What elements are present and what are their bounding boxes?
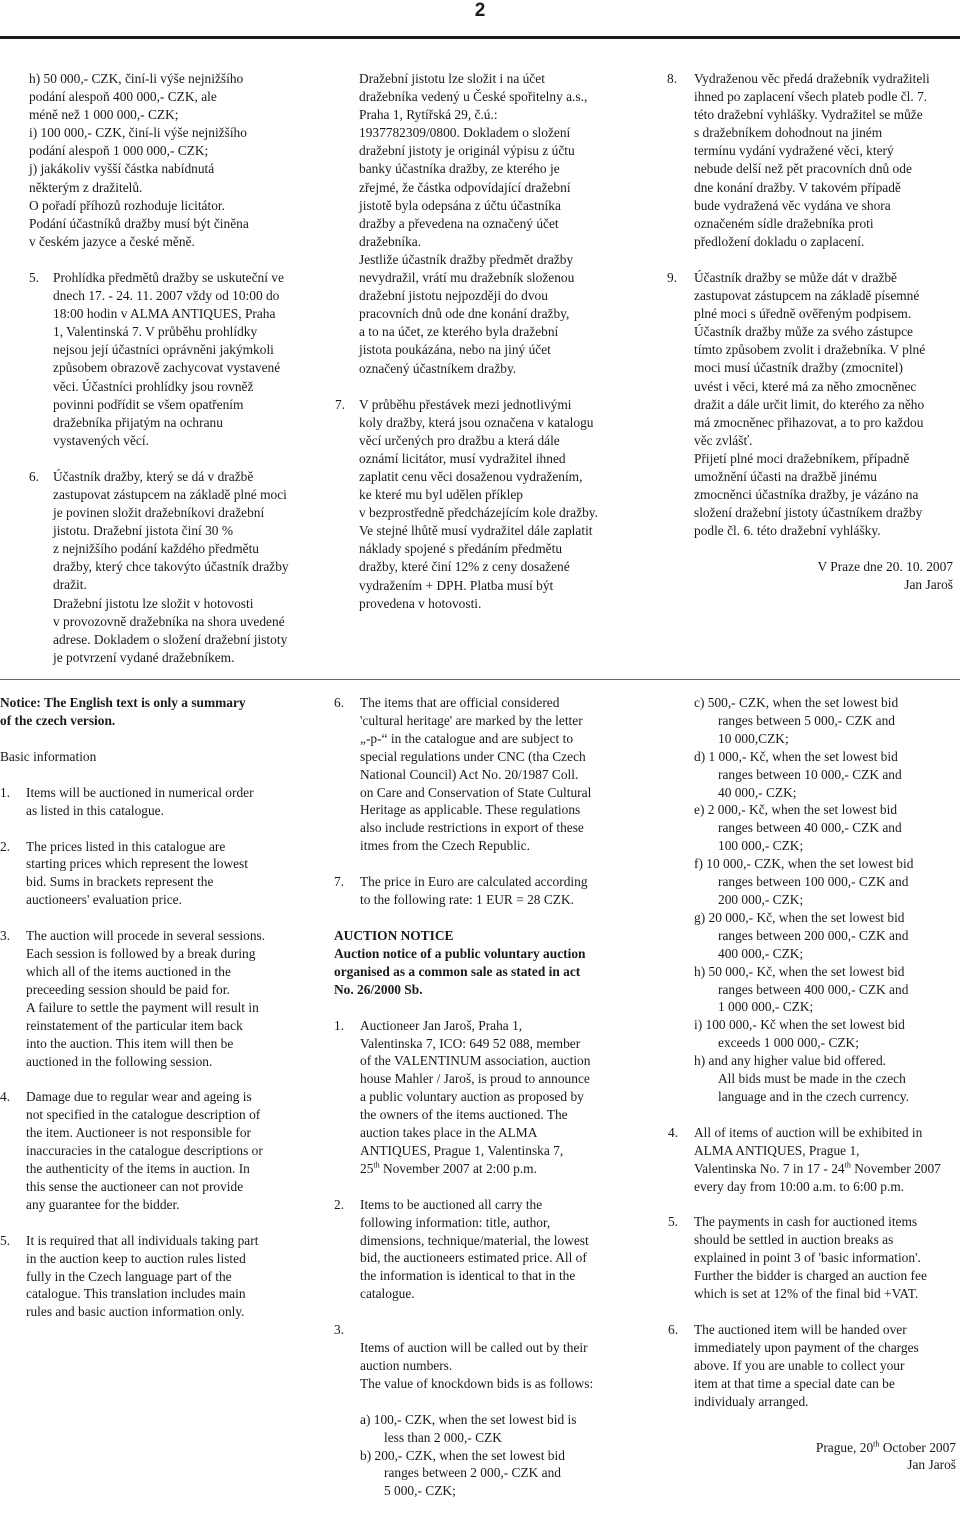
- item-text: Damage due to regular wear and ageing is not specified in the catalogue description of the item. Auctioneer is not responsible for inaccuracies in the catalogue descriptions or the authenticity of the items in auction. In this sense the auctioneer can not provide any guarantee for the bidder.: [26, 1089, 263, 1212]
- item-number: 2.: [0, 838, 11, 854]
- item-text-wrap: [360, 1321, 634, 1518]
- date-end: October 2007: [879, 1439, 956, 1455]
- ordinal-suffix: th: [873, 1439, 880, 1449]
- item-text: Items will be auctioned in numerical order as listed in this catalogue.: [26, 784, 254, 818]
- basic-info-item: [0, 1232, 300, 1322]
- item-text: Items of auction will be called out by their auction numbers. The value of knockdown bids is as follows:: [360, 1340, 594, 1391]
- czech-item-5: [29, 269, 309, 450]
- page-number: 2: [474, 0, 486, 21]
- section-divider: [0, 679, 960, 680]
- english-item-7: [334, 873, 634, 909]
- item-number: 5.: [29, 269, 40, 285]
- czech-item-6: [29, 468, 309, 667]
- bid-tier: h) 50 000,- Kč, when the set lowest bid ranges between 400 000,- CZK and 1 000 000,- CZK;: [694, 963, 909, 1015]
- item-text: The prices listed in this catalogue are starting prices which represent the lowest bid. Sums in brackets represent the auctioneers' evaluation price.: [26, 838, 248, 908]
- item-number: 1.: [334, 1017, 345, 1033]
- item-text: Účastník dražby se může dát v dražbě zastupovat zástupcem na základě písemné plné moci s úředně ověřeným podpisem. Účastník dražby může za svého zástupce tímto způsobem zvolit i dražebníka. V plné moci musí účastník dražby (zmocnitel) uvést i věci, které má za něho zmocněnec dražit a dále určit limit, do kterého za něho má zmocněnec přihazovat, a to pro každou věc zvlášť. Přijetí plné moci dražebníkem, případně umožnění účasti na dražbě jinému zmocněnci účastníka dražby, je vázáno na složení dražební jistoty účastníkem dražby podle čl. 6. této dražební vyhlášky.: [694, 269, 926, 539]
- ordinal-suffix: th: [844, 1160, 851, 1170]
- czech-item-7: [335, 396, 625, 613]
- item-text-end: November 2007 every day from 10:00 a.m. to 6:00 p.m.: [694, 1160, 941, 1194]
- item-number: 7.: [334, 874, 345, 890]
- item-text-main: All of items of auction will be exhibited in ALMA ANTIQUES, Prague 1, Valentinska No. 7 in 17 - 24: [694, 1124, 923, 1176]
- basic-info-heading: Basic information: [0, 748, 97, 764]
- czech-deposit-paragraph: Dražební jistotu lze složit i na účet dražebníka vedený u České spořitelny a.s., Praha 1, Rytířská 29, č.ú.: 1937782309/0800. Dokladem o složení dražební jistoty je originál výpisu z účtu banky účastníka dražby, ze kterého je zřejmé, že částka odpovídající dražební jistotě byla odepsána z účtu účastníka dražby a převedena na označený účet dražebníka. Jestliže účastník dražby předmět dražby nevydražil, vrátí mu dražebník složenou dražební jistotu nejpozději do dvou pracovních dnů ode dne konání dražby, a to na účet, ze kterého byla dražební jistota poukázána, nebo na jiný účet označený účastníkem dražby.: [359, 71, 588, 376]
- czech-column-2: [335, 70, 625, 613]
- item-text: The auctioned item will be handed over immediately upon payment of the charges above. If you are unable to collect your item at that time a special date can be individualy arranged.: [694, 1322, 919, 1409]
- basic-info-item: [0, 927, 300, 1070]
- bid-tier: d) 1 000,- Kč, when the set lowest bid ranges between 10 000,- CZK and 40 000,- CZK;: [694, 748, 902, 800]
- item-text: Items to be auctioned all carry the following information: title, author, dimensions, technique/material, the lowest bid, the auctioneers estimated price. All of the information is identical to that in the catalogue.: [360, 1196, 589, 1302]
- item-number: 6.: [668, 1322, 679, 1337]
- item-number: 6.: [29, 468, 40, 484]
- czech-column-3: [667, 70, 957, 595]
- bid-tier: a) 100,- CZK, when the set lowest bid is less than 2 000,- CZK: [360, 1411, 577, 1445]
- item-text: [360, 1017, 634, 1178]
- english-notice: Notice: The English text is only a summary of the czech version.: [0, 695, 246, 728]
- item-number: 9.: [667, 269, 678, 285]
- auction-notice-subtitle: Auction notice of a public voluntary auction organised as a common sale as stated in act No. 26/2000 Sb.: [334, 945, 586, 997]
- notice-item-1: [334, 1017, 634, 1178]
- item-number: 4.: [668, 1124, 679, 1140]
- english-item-6b: [668, 1321, 958, 1411]
- item-text: V průběhu přestávek mezi jednotlivými koly dražby, která jsou označena v katalogu věcí určených pro dražbu a která dále oznámí licitátor, musí vydražitel ihned zaplatit cenu věci dosaženou vydražením, ke které mu byl udělen příklep v bezprostředně předcházejícím kole dražby. Ve stejné lhůtě musí vydražitel dále zaplatit náklady spojené s předáním předmětu dražby, které činí 12% z ceny dosažené vydražením + DPH. Platba musí být provedena v hotovosti.: [359, 396, 598, 611]
- item-text-main: Auctioneer Jan Jaroš, Praha 1, Valentinska 7, ICO: 649 52 088, member of the VALENTINUM association, auction house Mahler / Jaroš, is proud to announce a public voluntary auction as proposed by the owners of the items auctioned. The auction takes place in the ALMA ANTIQUES, Prague 1, Valentinska 7, 25: [360, 1017, 591, 1176]
- czech-date: V Praze dne 20. 10. 2007: [817, 559, 953, 575]
- english-column-2: [334, 694, 634, 1518]
- english-item-4: [668, 1124, 958, 1196]
- notice-item-3: [334, 1321, 634, 1518]
- auction-notice-title: AUCTION NOTICE: [334, 927, 454, 943]
- bid-tier: g) 20 000,- Kč, when the set lowest bid ranges between 200 000,- CZK and 400 000,- CZK;: [694, 909, 909, 961]
- bid-tier: c) 500,- CZK, when the set lowest bid ranges between 5 000,- CZK and 10 000,CZK;: [694, 695, 899, 746]
- item-number: 7.: [335, 396, 346, 412]
- basic-info-item: [0, 1088, 300, 1213]
- item-text: Vydraženou věc předá dražebník vydražiteli ihned po zaplacení všech plateb podle čl. 7. této dražební vyhlášky. Vydražitel se může s dražebníkem dohodnout na jiném termínu vydání vydražené věci, který nebude delší než pět pracovních dnů ode dne konání dražby. V takovém případě bude vydražená věc vydána ve shora označeném sídle dražebníka proti předložení dokladu o zaplacení.: [694, 71, 930, 249]
- english-column-1: [0, 694, 300, 1321]
- english-column-3: [668, 694, 958, 1474]
- item-number: 5.: [668, 1214, 679, 1230]
- item-text: The items that are official considered 'cultural heritage' are marked by the letter „-p-“ in the catalogue and are subject to special regulations under CNC (tha Czech National Council) Act No. 20/1987 Coll. on Care and Conservation of State Cultural Heritage as applicable. These regulations also include restrictions in export of these itmes from the Czech Republic.: [360, 695, 592, 854]
- czech-signature: Jan Jaroš: [904, 577, 953, 593]
- basic-info-item: [0, 784, 300, 820]
- item-text: Prohlídka předmětů dražby se uskuteční ve dnech 17. - 24. 11. 2007 vždy od 10:00 do 18:00 hodin v ALMA ANTIQUES, Praha 1, Valentinská 7. V průběhu prohlídky nejsou její účastníci oprávněni jakýmkoli způsobem obrazově zachycovat vystavené věci. Účastníci prohlídky jsou rovněž povinni podřídit se všem opatřením dražebníka přijatým na ochranu vystavených věcí.: [53, 269, 284, 448]
- item-number: 6.: [334, 695, 345, 710]
- czech-item-9: [667, 269, 957, 540]
- item-number: 8.: [667, 71, 678, 86]
- notice-item-2: [334, 1196, 634, 1303]
- item-text: The auction will procede in several sessions. Each session is followed by a break during which all of the items auctioned in the preceeding session should be paid for. A failure to settle the payment will result in reinstatement of the particular item back into the auction. This item will then be auctioned in the following session.: [26, 928, 266, 1069]
- czech-item-8: [667, 70, 957, 251]
- item-number: 3.: [0, 928, 11, 944]
- bid-tier: e) 2 000,- Kč, when the set lowest bid ranges between 40 000,- CZK and 100 000,- CZK;: [694, 802, 902, 854]
- bid-tier: h) and any higher value bid offered. All bids must be made in the czech language and in the czech currency.: [694, 1053, 909, 1104]
- ordinal-suffix: th: [373, 1160, 380, 1170]
- czech-bid-list-tail: h) 50 000,- CZK, činí-li výše nejnižšího podání alespoň 400 000,- CZK, ale méně než 1 000 000,- CZK; i) 100 000,- CZK, činí-li výše nejnižšího podání alespoň 1 000 000,- CZK; j) jakákoliv vyšší částka nabídnutá některým z dražitelů. O pořadí příhozů rozhoduje licitátor. Podání účastníků dražby musí být činěna v českém jazyce a české měně.: [29, 71, 249, 249]
- english-item-6: [334, 694, 634, 855]
- date-main: Prague, 20: [815, 1439, 874, 1455]
- top-rule: [0, 36, 960, 39]
- item-number: 1.: [0, 784, 11, 800]
- bid-list: [360, 1411, 634, 1501]
- english-date: [668, 1439, 958, 1457]
- bid-tier: f) 10 000,- CZK, when the set lowest bid ranges between 100 000,- CZK and 200 000,- CZK;: [694, 856, 914, 907]
- item-number: 5.: [0, 1232, 11, 1248]
- basic-info-item: [0, 838, 300, 910]
- item-text: [694, 1124, 958, 1196]
- english-signature: Jan Jaroš: [907, 1457, 956, 1473]
- item-text: Účastník dražby, který se dá v dražbě zastupovat zástupcem na základě plné moci je povinen složit dražebníkovi dražební jistotu. Dražební jistota činí 30 % z nejnižšího podání každého předmětu dražby, který chce takovýto účastník dražby dražit. Dražební jistotu lze složit v hotovosti v provozovně dražebníka na shora uvedené adrese. Dokladem o složení dražební jistoty je potvrzení vydané dražebníkem.: [53, 468, 289, 665]
- item-text-end: November 2007 at 2:00 p.m.: [379, 1160, 537, 1176]
- item-text: It is required that all individuals taking part in the auction keep to auction rules listed fully in the Czech language part of the catalogue. This translation includes main rules and basic auction information only.: [26, 1232, 259, 1320]
- bid-tier: b) 200,- CZK, when the set lowest bid ranges between 2 000,- CZK and 5 000,- CZK;: [360, 1447, 565, 1499]
- bid-tier: i) 100 000,- Kč when the set lowest bid exceeds 1 000 000,- CZK;: [694, 1017, 905, 1051]
- item-text: The payments in cash for auctioned items should be settled in auction breaks as explained in point 3 of 'basic information'. Further the bidder is charged an auction fee which is set at 12% of the final bid +VAT.: [694, 1214, 927, 1302]
- english-item-5: [668, 1213, 958, 1303]
- item-number: 4.: [0, 1089, 11, 1105]
- bid-list-continued: [668, 694, 958, 1106]
- item-text: The price in Euro are calculated according to the following rate: 1 EUR = 28 CZK.: [360, 874, 588, 908]
- item-number: 2.: [334, 1196, 345, 1212]
- czech-column-1: [29, 70, 309, 667]
- basic-info-list: [0, 766, 300, 1322]
- item-number: 3.: [334, 1322, 345, 1338]
